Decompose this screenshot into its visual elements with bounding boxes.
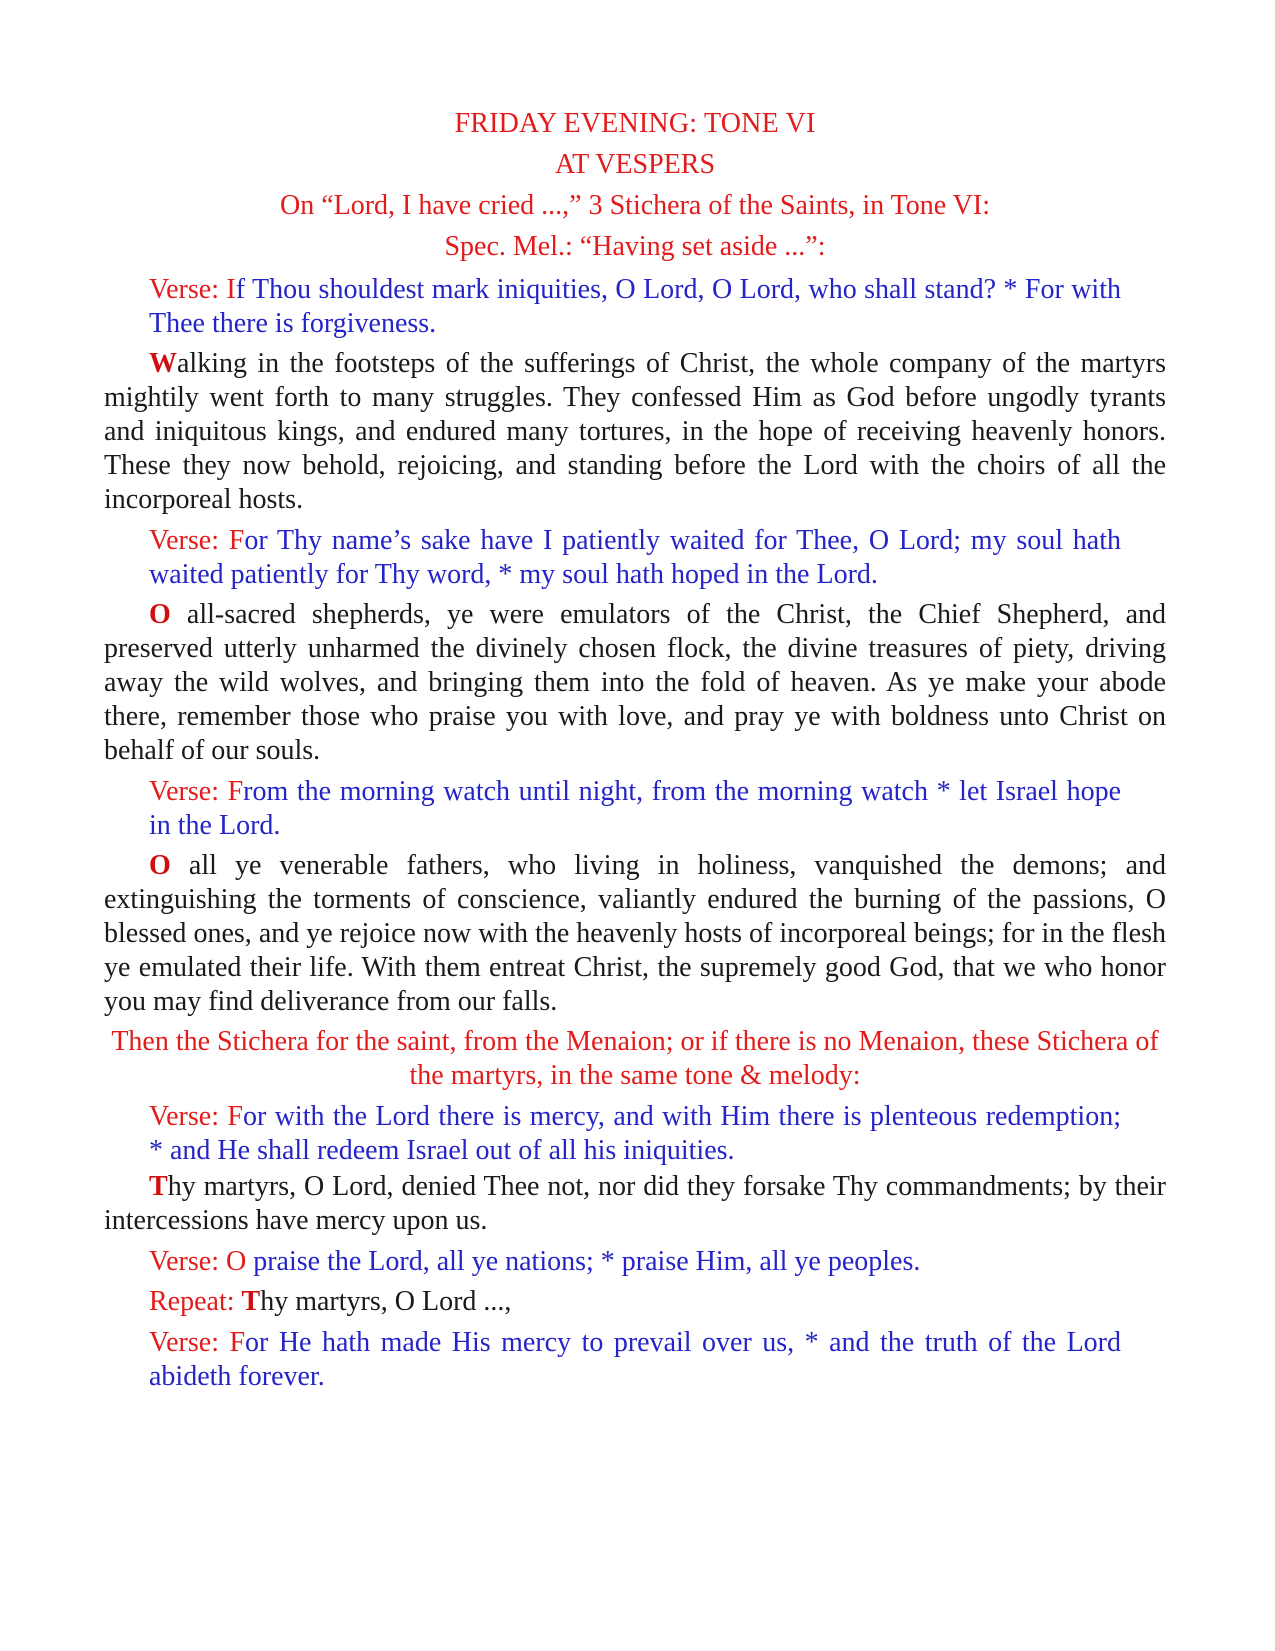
rubric-lord-i-have-cried: On “Lord, I have cried ...,” 3 Stichera of the Saints, in Tone VI: bbox=[279, 190, 991, 221]
sticheron-text: all-sacred shepherds, ye were emulators of the Christ, the Chief Shepherd, and preserved utterly unharmed the divinely chosen flock, the divine treasures of piety, driving away the wild wolves, and bringing them into the fold of heaven. As ye make your abode there, remember those who praise you with love, and pray ye with boldness unto Christ on behalf of our souls. bbox=[104, 599, 1166, 766]
verse-label: Verse: bbox=[149, 1327, 230, 1358]
repeat-label: Repeat: bbox=[149, 1286, 242, 1317]
sticheron bbox=[104, 1170, 1166, 1238]
sticheron-initial: T bbox=[149, 1171, 168, 1202]
page-title: FRIDAY EVENING: TONE VI bbox=[454, 108, 816, 139]
verse-initial: I bbox=[226, 274, 236, 305]
sticheron-initial: O bbox=[149, 599, 171, 630]
psalm-verse bbox=[104, 524, 1121, 592]
sticheron-text: all ye venerable fathers, who living in holiness, vanquished the demons; and extinguishing the torments of conscience, valiantly endured the burning of the passions, O blessed ones, and ye rejoice now with the heavenly hosts of incorporeal beings; for in the flesh ye emulated their life. With them entreat Christ, the supremely good God, that we who honor you may find deliverance from our falls. bbox=[104, 850, 1166, 1017]
psalm-verse bbox=[104, 1100, 1121, 1168]
verse-text: or with the Lord there is mercy, and with Him there is plenteous redemption; * and He shall redeem Israel out of all his iniquities. bbox=[149, 1101, 1121, 1166]
sticheron bbox=[104, 598, 1166, 768]
verse-text: rom the morning watch until night, from the morning watch * let Israel hope in the Lord. bbox=[149, 776, 1121, 841]
sticheron-initial: O bbox=[149, 850, 171, 881]
psalm-verse bbox=[104, 1245, 1121, 1279]
psalm-verse bbox=[104, 273, 1121, 341]
verse-label: Verse: bbox=[149, 776, 228, 807]
sticheron bbox=[104, 347, 1166, 517]
verse-initial: F bbox=[227, 776, 244, 807]
sticheron-text: hy martyrs, O Lord, denied Thee not, nor did they forsake Thy commandments; by their intercessions have mercy upon us. bbox=[104, 1171, 1166, 1236]
verse-initial: F bbox=[227, 1101, 243, 1132]
verse-text: praise the Lord, all ye nations; * praise Him, all ye peoples. bbox=[246, 1246, 921, 1277]
rubric-special-melody: Spec. Mel.: “Having set aside ...”: bbox=[444, 231, 826, 262]
psalm-verse bbox=[104, 775, 1121, 843]
verse-label: Verse: bbox=[149, 1246, 226, 1277]
service-heading: AT VESPERS bbox=[554, 149, 716, 180]
verse-label: Verse: bbox=[149, 1101, 228, 1132]
verse-initial: F bbox=[228, 525, 245, 556]
verse-text: f Thou shouldest mark iniquities, O Lord, O Lord, who shall stand? * For with Thee there is forgiveness. bbox=[149, 274, 1121, 339]
sticheron-text: alking in the footsteps of the sufferings of Christ, the whole company of the martyrs mightily went forth to many struggles. They confessed Him as God before ungodly tyrants and iniquitous kings, and endured many tortures, in the hope of receiving heavenly honors. These they now behold, rejoicing, and standing before the Lord with the choirs of all the incorporeal hosts. bbox=[104, 348, 1166, 515]
verse-text: or Thy name’s sake have I patiently waited for Thee, O Lord; my soul hath waited patiently for Thy word, * my soul hath hoped in the Lord. bbox=[149, 525, 1121, 590]
verse-text: or He hath made His mercy to prevail over us, * and the truth of the Lord abideth forever. bbox=[149, 1327, 1121, 1392]
psalm-verse bbox=[104, 1326, 1121, 1394]
verse-label: Verse: bbox=[149, 274, 227, 305]
repeat-text: hy martyrs, O Lord ..., bbox=[260, 1286, 512, 1317]
sticheron-initial: W bbox=[149, 348, 177, 379]
verse-initial: F bbox=[229, 1327, 246, 1358]
service-page bbox=[104, 105, 1166, 1394]
sticheron bbox=[104, 849, 1166, 1019]
rubric-menaion: Then the Stichera for the saint, from the Menaion; or if there is no Menaion, these Stichera of the martyrs, in the same tone & melody: bbox=[111, 1026, 1159, 1091]
verse-label: Verse: bbox=[149, 525, 229, 556]
verse-initial: O bbox=[225, 1246, 247, 1277]
repeat-initial: T bbox=[241, 1286, 261, 1317]
repeat-line bbox=[104, 1285, 1166, 1319]
